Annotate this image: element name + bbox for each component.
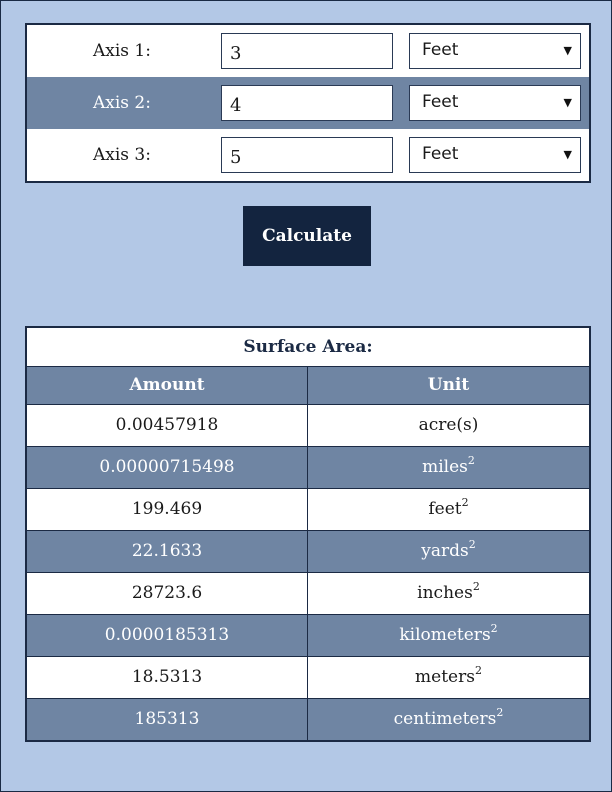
table-row xyxy=(27,531,589,573)
axis-2-input[interactable]: 4 xyxy=(221,85,393,121)
chevron-down-icon: ▼ xyxy=(563,44,572,57)
results-header-row xyxy=(27,367,589,405)
unit-cell xyxy=(308,699,589,740)
axis-row-3 xyxy=(27,129,589,181)
unit-name: inches xyxy=(417,583,473,603)
unit-cell xyxy=(308,447,589,488)
axis-2-label: Axis 2: xyxy=(93,93,151,113)
chevron-down-icon: ▼ xyxy=(563,148,572,161)
unit-exponent: 2 xyxy=(474,664,482,678)
axis-1-label: Axis 1: xyxy=(93,41,151,61)
unit-name: feet xyxy=(428,499,462,519)
results-title: Surface Area: xyxy=(27,328,589,367)
results-table xyxy=(25,326,591,742)
unit-name: miles xyxy=(422,457,468,477)
unit-exponent: 2 xyxy=(468,538,476,552)
unit-name: meters xyxy=(415,667,475,687)
amount-cell: 28723.6 xyxy=(27,573,308,614)
table-row xyxy=(27,489,589,531)
axis-2-unit-value: Feet xyxy=(422,92,459,112)
amount-cell: 199.469 xyxy=(27,489,308,530)
unit-column-header: Unit xyxy=(427,375,470,395)
unit-cell xyxy=(308,531,589,572)
unit-exponent: 2 xyxy=(461,496,469,510)
amount-cell: 185313 xyxy=(27,699,308,740)
amount-cell: 22.1633 xyxy=(27,531,308,572)
axis-3-label: Axis 3: xyxy=(93,145,151,165)
table-row xyxy=(27,699,589,740)
unit-exponent: 2 xyxy=(496,706,504,720)
unit-cell xyxy=(308,405,589,446)
unit-name: yards xyxy=(421,541,469,561)
amount-cell: 18.5313 xyxy=(27,657,308,698)
amount-cell: 0.0000185313 xyxy=(27,615,308,656)
axis-row-2 xyxy=(27,77,589,129)
unit-name: kilometers xyxy=(399,625,491,645)
amount-column-header: Amount xyxy=(27,367,308,404)
axis-1-unit-value: Feet xyxy=(422,40,459,60)
unit-exponent: 2 xyxy=(490,622,498,636)
unit-exponent: 2 xyxy=(472,580,480,594)
calculate-button[interactable]: Calculate xyxy=(243,206,371,266)
axis-1-unit-select[interactable] xyxy=(409,33,581,69)
amount-cell: 0.00000715498 xyxy=(27,447,308,488)
table-row xyxy=(27,615,589,657)
chevron-down-icon: ▼ xyxy=(563,96,572,109)
amount-cell: 0.00457918 xyxy=(27,405,308,446)
axis-3-unit-select[interactable] xyxy=(409,137,581,173)
axis-2-unit-select[interactable] xyxy=(409,85,581,121)
table-row xyxy=(27,657,589,699)
unit-exponent: 2 xyxy=(467,454,475,468)
axis-inputs xyxy=(25,23,591,183)
unit-cell xyxy=(308,489,589,530)
axis-row-1 xyxy=(27,25,589,77)
table-row xyxy=(27,405,589,447)
axis-3-unit-value: Feet xyxy=(422,144,459,164)
unit-name: centimeters xyxy=(393,709,497,729)
unit-cell xyxy=(308,657,589,698)
axis-3-input[interactable]: 5 xyxy=(221,137,393,173)
axis-1-input[interactable]: 3 xyxy=(221,33,393,69)
table-row xyxy=(27,447,589,489)
table-row xyxy=(27,573,589,615)
unit-cell xyxy=(308,615,589,656)
unit-cell xyxy=(308,573,589,614)
unit-name: acre(s) xyxy=(418,415,479,435)
